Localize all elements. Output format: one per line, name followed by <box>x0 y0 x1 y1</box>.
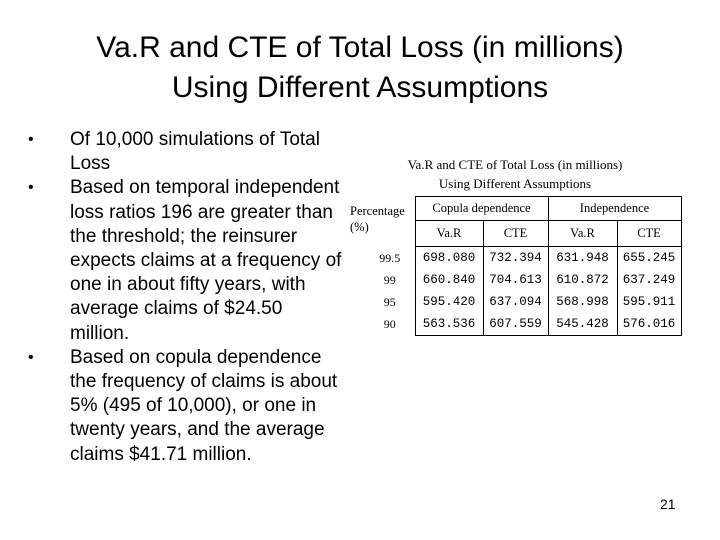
table-row <box>347 247 681 270</box>
value-cell: 607.559 <box>483 313 548 336</box>
bullet-item <box>26 346 346 467</box>
table-row <box>347 269 681 291</box>
independence-cte-header: CTE <box>617 221 681 247</box>
bullet-list <box>26 128 346 467</box>
slide-number: 21 <box>660 496 676 512</box>
independence-header: Independence <box>548 197 681 221</box>
value-cell: 563.536 <box>415 313 483 336</box>
independence-var-header: Va.R <box>548 221 617 247</box>
percentage-cell: 99.5 <box>379 250 401 265</box>
value-cell: 610.872 <box>548 269 617 291</box>
bullet-item <box>26 176 346 345</box>
table-caption <box>350 155 680 193</box>
percentage-header <box>347 197 415 247</box>
value-cell: 595.420 <box>415 291 483 313</box>
bullet-text: Based on temporal independent loss ratios 196 are greater than the threshold; the reinsurer expects claims at a frequency of one in about fifty years, with average claims of $24.50 million. <box>70 177 342 344</box>
table-caption-line-1: Va.R and CTE of Total Loss (in millions) <box>407 157 623 172</box>
value-cell: 637.249 <box>617 269 681 291</box>
value-cell: 655.245 <box>617 247 681 270</box>
slide-title-line-1: Va.R and CTE of Total Loss (in millions) <box>96 31 624 64</box>
percentage-cell: 95 <box>383 295 396 309</box>
value-cell: 698.080 <box>415 247 483 270</box>
slide-title <box>0 28 720 108</box>
value-cell: 631.948 <box>548 247 617 270</box>
value-cell: 704.613 <box>483 269 548 291</box>
bullet-dot-icon: • <box>28 348 34 366</box>
copula-cte-header: CTE <box>483 221 548 247</box>
value-cell: 732.394 <box>483 247 548 270</box>
value-cell: 545.428 <box>548 313 617 336</box>
value-cell: 576.016 <box>617 313 681 336</box>
percentage-cell: 99 <box>383 273 396 287</box>
bullet-text: Of 10,000 simulations of Total Loss <box>70 129 320 175</box>
bullet-text: Based on copula dependence the frequency of claims is about 5% (495 of 10,000), or one in twenty years, and the average claims $41.71 million. <box>70 346 338 465</box>
value-cell: 568.998 <box>548 291 617 313</box>
value-cell: 660.840 <box>415 269 483 291</box>
bullet-dot-icon: • <box>28 131 34 148</box>
table-row <box>347 313 681 336</box>
percentage-cell: 90 <box>383 317 396 332</box>
value-cell: 637.094 <box>483 291 548 313</box>
slide-title-line-2: Using Different Assumptions <box>171 71 549 104</box>
copula-var-header: Va.R <box>415 221 483 247</box>
value-cell: 595.911 <box>617 291 681 313</box>
bullet-dot-icon: • <box>28 179 34 197</box>
var-cte-table <box>347 196 682 336</box>
copula-dependence-header: Copula dependence <box>415 197 548 221</box>
table-caption-line-2: Using Different Assumptions <box>438 176 592 191</box>
bullet-item <box>26 128 346 176</box>
table-row <box>347 291 681 313</box>
percentage-header-line-1: Percentage <box>350 203 405 218</box>
percentage-header-line-2: (%) <box>350 219 369 234</box>
